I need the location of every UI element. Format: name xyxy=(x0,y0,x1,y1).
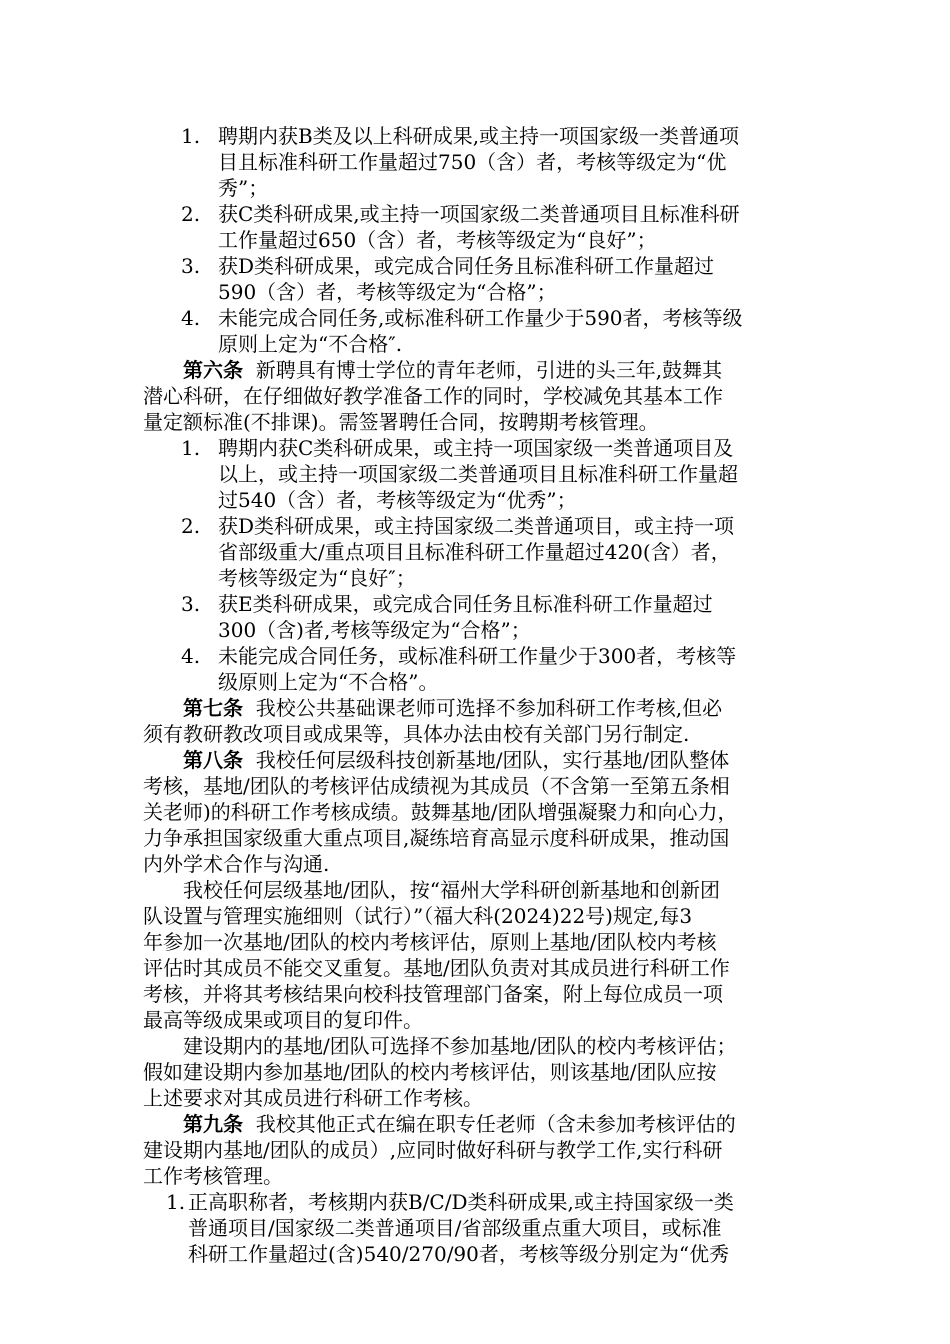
text-line: 评估时其成员不能交叉重复。基地/团队负责对其成员进行科研工作 xyxy=(143,956,730,980)
item-number: 1. xyxy=(181,436,201,460)
text-line: 上述要求对其成员进行科研工作考核。 xyxy=(143,1086,483,1110)
text-line: 秀”； xyxy=(218,176,269,200)
text-line: 300（含)者,考核等级定为“合格”； xyxy=(218,618,531,642)
text-line: 获E类科研成果，或完成合同任务且标准科研工作量超过 xyxy=(218,592,713,616)
text-line: 假如建设期内参加基地/团队的校内考核评估，则该基地/团队应按 xyxy=(143,1060,717,1084)
text-line: 工作量超过650（含）者，考核等级定为“良好”； xyxy=(218,228,657,252)
text-line: 新聘具有博士学位的青年老师，引进的头三年,鼓舞其 xyxy=(255,358,723,382)
text-line: 我校其他正式在编在职专任老师（含未参加考核评估的 xyxy=(255,1112,736,1136)
text-line: 未能完成合同任务，或标准科研工作量少于300者，考核等 xyxy=(218,644,737,668)
text-line: 关老师)的科研工作考核成绩。鼓舞基地/团队增强凝聚力和向心力， xyxy=(143,800,738,824)
text-line: 正高职称者，考核期内获B/C/D类科研成果,或主持国家级一类 xyxy=(188,1190,734,1214)
text-line: 目且标准科研工作量超过750（含）者，考核等级定为“优 xyxy=(218,150,727,174)
item-number: 1. xyxy=(166,1190,186,1214)
text-line: 年参加一次基地/团队的校内考核评估，原则上基地/团队校内考核 xyxy=(143,930,717,954)
text-line: 科研工作量超过(含)540/270/90者，考核等级分别定为“优秀 xyxy=(188,1242,730,1266)
text-line: 我校公共基础课老师可选择不参加科研工作考核,但必 xyxy=(255,696,723,720)
text-line: 以上，或主持一项国家级二类普通项目且标准科研工作量超 xyxy=(218,462,738,486)
text-line: 聘期内获B类及以上科研成果,或主持一项国家级一类普通项 xyxy=(218,124,740,148)
text-line: 最高等级成果或项目的复印件。 xyxy=(143,1008,423,1032)
text-line: 力争承担国家级重大重点项目,凝练培育高显示度科研成果，推动国 xyxy=(143,826,730,850)
text-line: 聘期内获C类科研成果，或主持一项国家级一类普通项目及 xyxy=(218,436,734,460)
item-number: 4. xyxy=(181,306,201,330)
item-number: 2. xyxy=(181,514,201,538)
text-line: 未能完成合同任务,或标准科研工作量少于590者，考核等级 xyxy=(218,306,743,330)
article-label: 第七条 xyxy=(183,696,243,720)
text-line: 须有教研教改项目或成果等，具体办法由校有关部门另行制定. xyxy=(143,722,690,746)
item-number: 2. xyxy=(181,202,201,226)
text-line: 量定额标准(不排课)。需签署聘任合同，按聘期考核管理。 xyxy=(143,410,659,434)
item-number: 3. xyxy=(181,592,201,616)
item-number: 3. xyxy=(181,254,201,278)
text-line: 建设期内基地/团队的成员）,应同时做好科研与教学工作,实行科研 xyxy=(143,1138,723,1162)
article-label: 第九条 xyxy=(183,1112,243,1136)
article-label: 第八条 xyxy=(183,748,243,772)
text-line: 建设期内的基地/团队可选择不参加基地/团队的校内考核评估； xyxy=(183,1034,737,1058)
text-line: 获D类科研成果，或主持国家级二类普通项目，或主持一项 xyxy=(218,514,735,538)
text-line: 普通项目/国家级二类普通项目/省部级重点重大项目，或标准 xyxy=(188,1216,722,1240)
text-line: 我校任何层级科技创新基地/团队，实行基地/团队整体 xyxy=(255,748,730,772)
text-line: 获D类科研成果，或完成合同任务且标准科研工作量超过 xyxy=(218,254,715,278)
text-line: 过540（含）者，考核等级定为“优秀”； xyxy=(218,488,577,512)
text-line: 工作考核管理。 xyxy=(143,1164,283,1188)
text-line: 获C类科研成果,或主持一项国家级二类普通项目且标准科研 xyxy=(218,202,740,226)
item-number: 1. xyxy=(181,124,201,148)
text-line: 内外学术合作与沟通. xyxy=(143,852,330,876)
text-line: 省部级重大/重点项目且标准科研工作量超过420(含）者， xyxy=(218,540,731,564)
text-line: 队设置与管理实施细则（试行）”（福大科(2024)22号)规定,每3 xyxy=(143,904,693,928)
text-line: 考核，并将其考核结果向校科技管理部门备案，附上每位成员一项 xyxy=(143,982,723,1006)
item-number: 4. xyxy=(181,644,201,668)
text-line: 考核，基地/团队的考核评估成绩视为其成员（不含第一至第五条相 xyxy=(143,774,730,798)
text-line: 级原则上定为“不合格”。 xyxy=(218,670,439,694)
text-line: 590（含）者，考核等级定为“合格”； xyxy=(218,280,557,304)
text-line: 我校任何层级基地/团队，按“福州大学科研创新基地和创新团 xyxy=(183,878,720,902)
text-line: 原则上定为“不合格″. xyxy=(218,332,403,356)
text-line: 考核等级定为“良好″； xyxy=(218,566,416,590)
article-label: 第六条 xyxy=(183,358,243,382)
text-line: 潜心科研，在仔细做好教学准备工作的同时，学校减免其基本工作 xyxy=(143,384,723,408)
